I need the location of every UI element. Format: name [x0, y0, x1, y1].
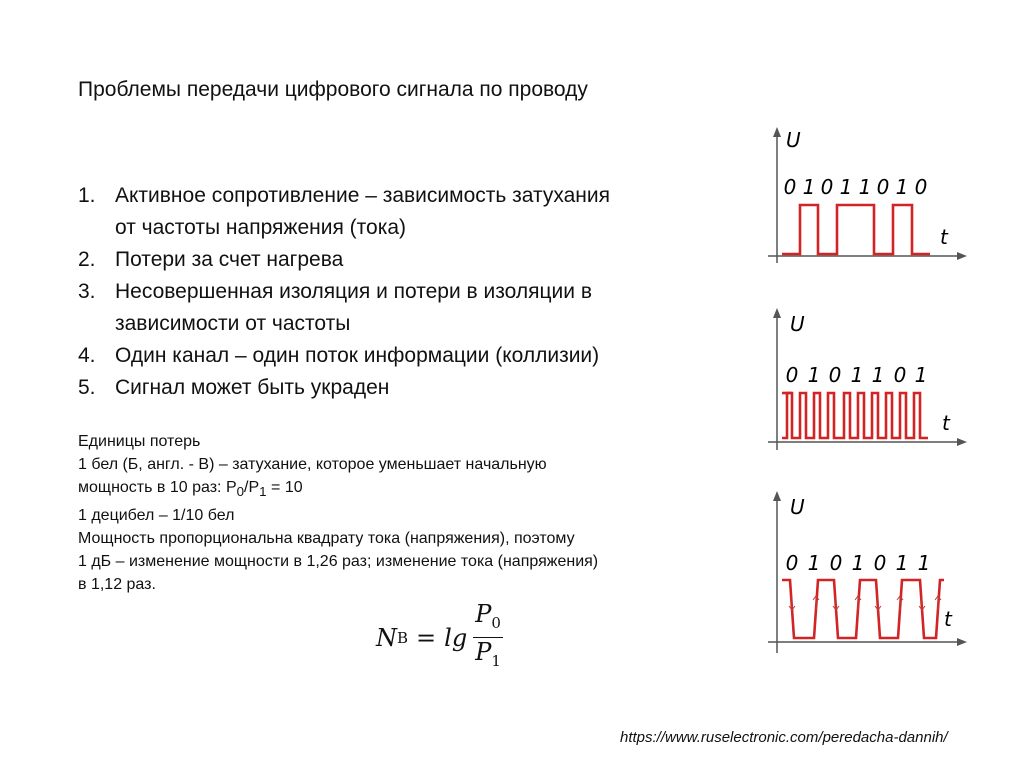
u-axis-label: U — [786, 128, 801, 152]
bit-label: 0 — [783, 175, 797, 199]
u-axis-label: U — [790, 312, 805, 336]
bit-label: 1 — [851, 551, 865, 575]
t-axis-label: t — [942, 411, 950, 435]
bit-label: 0 — [785, 363, 799, 387]
bit-label: 1 — [839, 175, 853, 199]
source-link[interactable]: https://www.ruselectronic.com/peredacha-dannih/ — [620, 729, 948, 746]
bit-label: 0 — [785, 551, 799, 575]
bit-label: 1 — [802, 175, 816, 199]
problems-list — [78, 180, 738, 404]
bit-label: 0 — [876, 175, 890, 199]
bit-label: 0 — [829, 551, 843, 575]
bit-label: 1 — [850, 363, 864, 387]
bit-label: 1 — [871, 363, 885, 387]
list-item: 5. Сигнал может быть украден — [78, 376, 390, 399]
power-ratio: мощность в 10 раз: $P_0/P_1 = 10$ — [78, 479, 303, 500]
list-item: 3. Несовершенная изоляция и потери в изоляции в зависимости от частоты — [78, 280, 592, 335]
bit-label: 1 — [914, 363, 928, 387]
u-axis-arrow-icon — [773, 127, 781, 137]
bit-label: 1 — [807, 551, 821, 575]
loss-units-block — [78, 430, 758, 597]
bit-label: 0 — [873, 551, 887, 575]
bit-label: 0 — [893, 363, 907, 387]
signal-diagram-attenuated — [762, 488, 972, 658]
decibel-definition: 1 децибел – 1/10 бел — [78, 506, 235, 524]
t-axis-label: t — [940, 225, 948, 249]
attenuation-arrows — [789, 596, 941, 610]
bit-label: 0 — [820, 175, 834, 199]
bit-label: 1 — [895, 175, 909, 199]
u-axis-label: U — [790, 495, 805, 519]
list-item: 2. Потери за счет нагрева — [78, 248, 344, 271]
bit-label: 1 — [807, 363, 821, 387]
times-text: в 1,12 раз. — [78, 576, 156, 594]
bit-label: 0 — [828, 363, 842, 387]
u-axis-arrow-icon — [773, 308, 781, 318]
formula-fraction: $\frac{P_0}{P_1}$ — [475, 600, 501, 671]
t-axis-label: t — [944, 607, 952, 631]
signal-diagram-highfreq — [762, 305, 972, 455]
signal-diagram-ideal — [762, 125, 972, 270]
bit-label: 0 — [914, 175, 928, 199]
t-axis-arrow-icon — [957, 252, 967, 260]
bit-label: 1 — [917, 551, 931, 575]
bel-definition: 1 бел (Б, англ. - B) – затухание, которое уменьшает начальную — [78, 456, 547, 474]
t-axis-arrow-icon — [957, 638, 967, 646]
list-item: 1. Активное сопротивление – зависимость затухания от частоты напряжения (тока) — [78, 184, 610, 239]
t-axis-arrow-icon — [957, 438, 967, 446]
db-change-text: 1 дБ – изменение мощности в 1,26 раз; изменение тока (напряжения) — [78, 553, 599, 571]
slide-title: Проблемы передачи цифрового сигнала по проводу — [78, 78, 588, 101]
attenuation-formula: N B = lg $\frac{P_0}{P_1}$ — [376, 600, 503, 675]
bit-label: 1 — [895, 551, 909, 575]
proportional-text: Мощность пропорциональна квадрату тока (напряжения), поэтому — [78, 530, 575, 547]
units-heading: Единицы потерь — [78, 433, 201, 450]
bit-label: 1 — [858, 175, 872, 199]
u-axis-arrow-icon — [773, 491, 781, 501]
list-item: 4. Один канал – один поток информации (коллизии) — [78, 344, 600, 367]
